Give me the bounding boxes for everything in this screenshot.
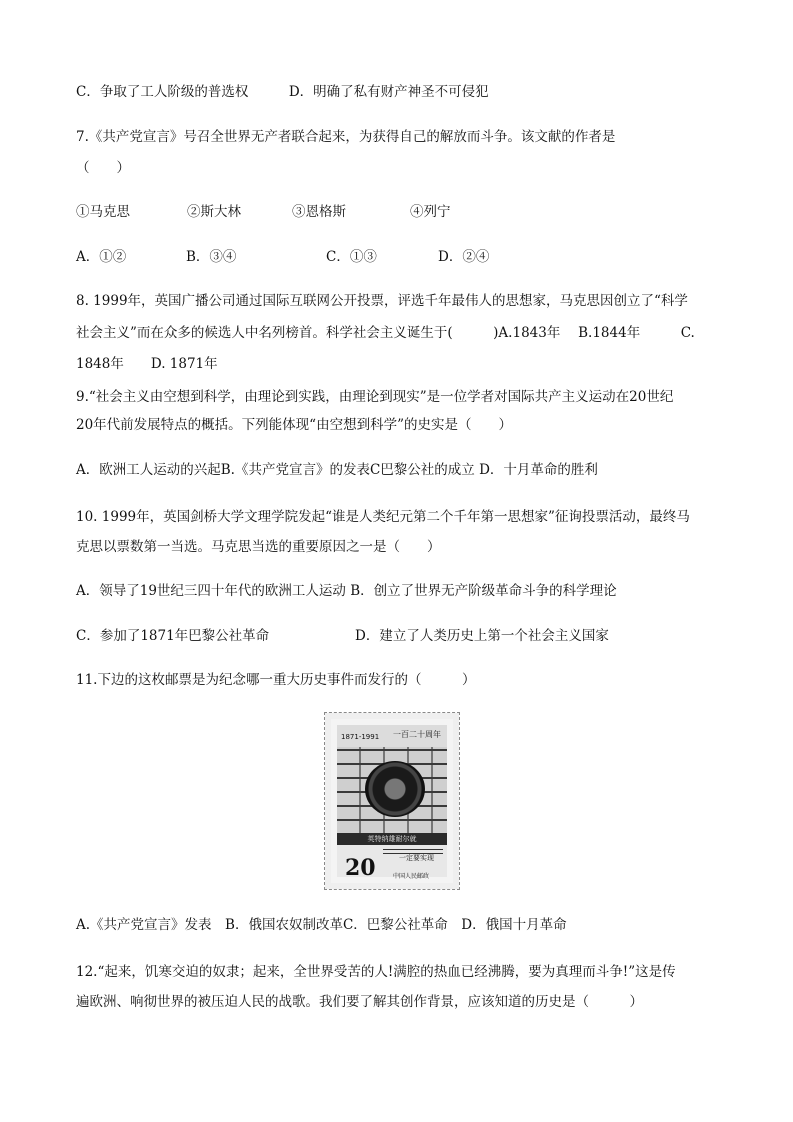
stamp-wall-illustration — [337, 747, 447, 833]
q7-item-1: ①马克思 — [76, 204, 130, 220]
q10-option-d: D．建立了人类历史上第一个社会主义国家 — [355, 628, 609, 644]
q7-item-2: ②斯大林 — [187, 204, 241, 220]
q7-option-c: C．①③ — [326, 249, 377, 265]
q8-stem-3: 1848年 D. 1871年 — [76, 356, 218, 372]
q7-item-3: ③恩格斯 — [292, 204, 346, 220]
q10-stem-1: 10. 1999年，英国剑桥大学文理学院发起“谁是人类纪元第二个千年第一思想家”征询投票活动，最终马 — [76, 509, 690, 525]
stamp-perforated-border — [325, 713, 459, 889]
q12-stem-2: 遍欧洲、响彻世界的被压迫人民的战歌。我们要了解其创作背景，应该知道的历史是（ ） — [76, 994, 643, 1010]
q11-stem: 11.下边的这枚邮票是为纪念哪一重大历史事件而发行的（ ） — [76, 672, 476, 688]
q8-stem-2: 社会主义”而在众多的候选人中名列榜首。科学社会主义诞生于( )A.1843年 B.1844年 C. — [76, 325, 695, 341]
stamp-anniversary: 一百二十周年 — [393, 730, 441, 739]
q11-options: A.《共产党宣言》发表 B．俄国农奴制改革C．巴黎公社革命 D．俄国十月革命 — [76, 917, 567, 933]
q9-options: A．欧洲工人运动的兴起B.《共产党宣言》的发表C巴黎公社的成立 D．十月革命的胜利 — [76, 462, 598, 478]
stamp-slogan: 一定要实现 — [399, 854, 434, 862]
q7-option-a: A．①② — [76, 249, 127, 265]
stamp-years: 1871-1991 — [341, 733, 380, 741]
q6-options-cd: C．争取了工人阶级的普选权 D．明确了私有财产神圣不可侵犯 — [76, 84, 489, 100]
q9-stem-1: 9.“社会主义由空想到科学，由理论到实践，由理论到现实”是一位学者对国际共产主义运动在20世纪 — [76, 389, 674, 405]
q10-options-ab: A．领导了19世纪三四十年代的欧洲工人运动 B．创立了世界无产阶级革命斗争的科学理论 — [76, 583, 617, 599]
q12-stem-1: 12.“起来，饥寒交迫的奴隶；起来，全世界受苦的人!满腔的热血已经沸腾，要为真理而斗争!”这是传 — [76, 964, 676, 980]
q7-stem: 7.《共产党宣言》号召全世界无产者联合起来，为获得自己的解放而斗争。该文献的作者是 — [76, 129, 616, 145]
stamp-footer — [337, 845, 447, 881]
q10-option-c: C．参加了1871年巴黎公社革命 — [76, 628, 270, 644]
q7-option-d: D．②④ — [438, 249, 490, 265]
q10-stem-2: 克思以票数第一当选。马克思当选的重要原因之一是（ ） — [76, 539, 441, 555]
stamp-wreath-icon — [365, 761, 425, 817]
stamp-face-value: 20 — [345, 855, 376, 881]
q7-blank: （ ） — [76, 160, 130, 176]
q9-stem-2: 20年代前发展特点的概括。下列能体现“由空想到科学”的史实是（ ） — [76, 417, 512, 433]
q7-option-b: B．③④ — [186, 249, 237, 265]
stamp-header — [337, 725, 447, 747]
commemorative-stamp-image — [325, 713, 459, 889]
stamp-caption: 英特纳雄耐尔就 — [337, 833, 447, 845]
q8-stem-1: 8. 1999年，英国广播公司通过国际互联网公开投票，评选千年最伟人的思想家，马克思因创立了“科学 — [76, 293, 688, 309]
stamp-issuer: 中国人民邮政 — [393, 873, 430, 880]
q7-item-4: ④列宁 — [410, 204, 451, 220]
stamp-face — [337, 725, 447, 881]
